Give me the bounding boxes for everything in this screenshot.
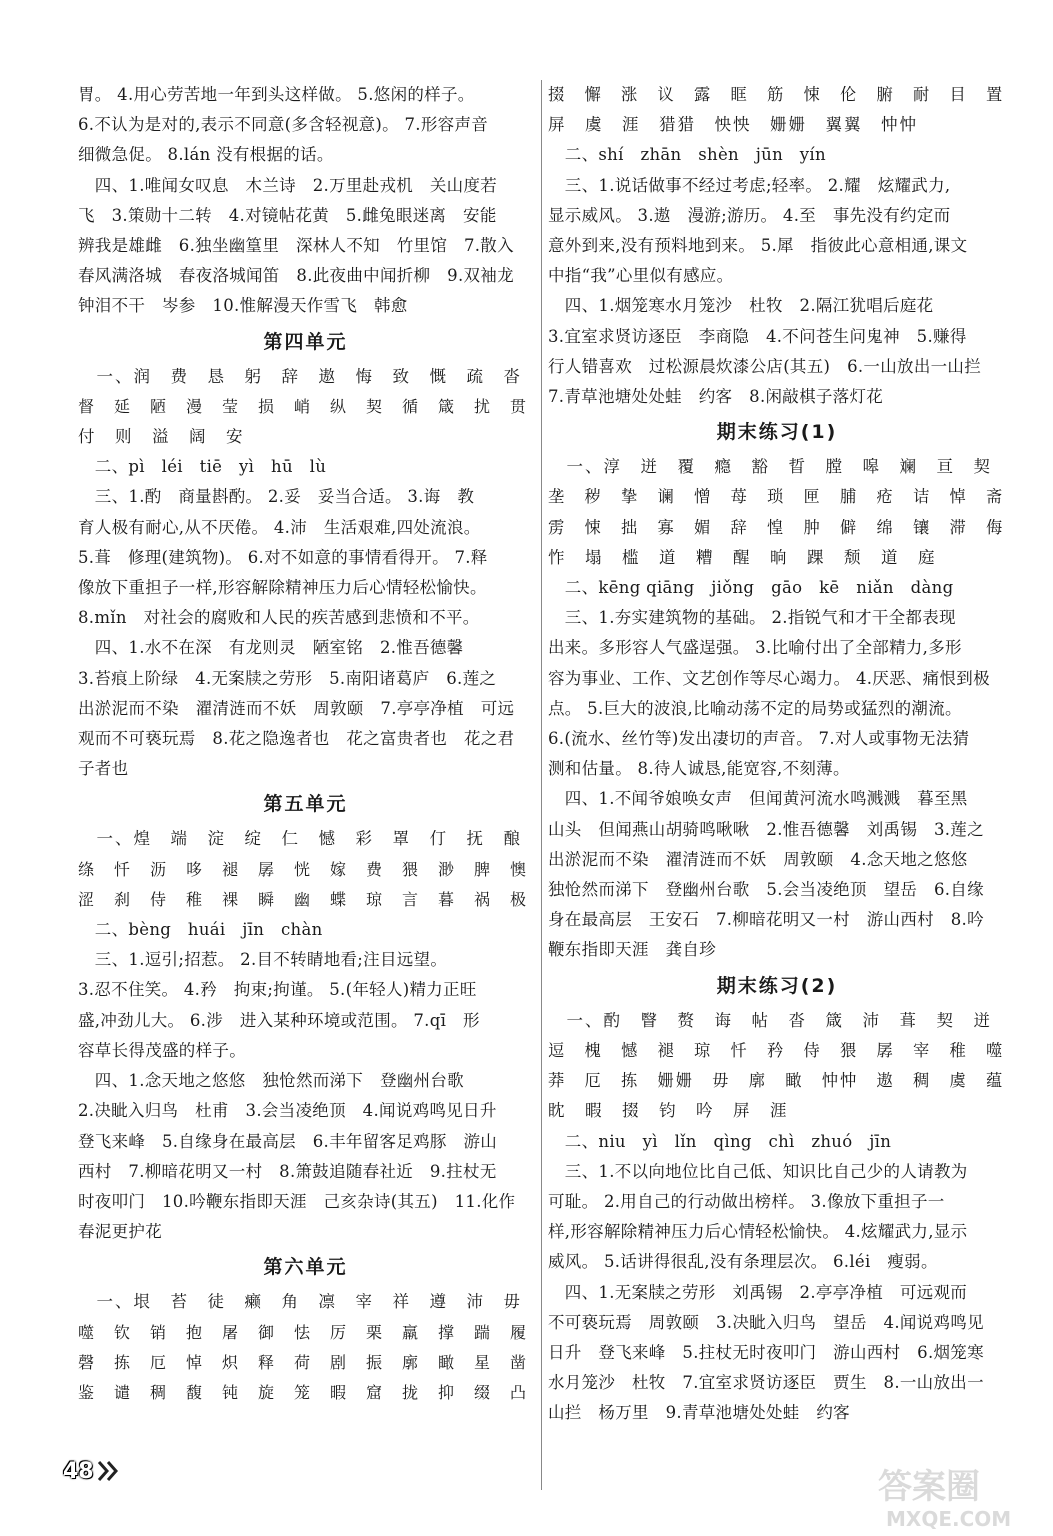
right-column [548,80,1006,1429]
answer-line: 身在最高层 王安石 7.柳暗花明又一村 游山西村 8.吟 [548,910,984,930]
answer-character-row: 一、润 费 恳 躬 辞 遨 悔 致 慨 疏 沓 [78,366,522,386]
section-heading: 期末练习(2) [716,974,838,997]
answer-line: 山头 但闻燕山胡骑鸣啾啾 2.惟吾德馨 刘禹锡 3.莲之 [548,819,984,839]
answer-line: 5.葺 修理(建筑物)。 6.对不如意的事情看得开。 7.释 [78,547,488,567]
answer-line: 三、1.酌 商量斟酌。 2.妥 妥当合适。 3.诲 教 [78,487,475,507]
answer-line: 7.青草池塘处处蛙 约客 8.闲敲棋子落灯花 [548,387,884,407]
answer-line: 意外到来,没有预料地到来。 5.犀 指彼此心意相通,课文 [548,236,968,256]
answer-line: 像放下重担子一样,形容解除精神压力后心情轻松愉快。 [78,578,487,598]
answer-character-row: 绦 忏 沥 哆 褪 孱 恍 嫁 费 猥 渺 脾 懊 [78,859,529,879]
answer-line: 育人极有耐心,从不厌倦。 4.沛 生活艰难,四处流浪。 [78,517,481,537]
left-column [78,80,533,1408]
answer-line: 三、1.夯实建筑物的基础。 2.指锐气和才干全都表现 [548,608,956,628]
answer-line: 威风。 5.话讲得很乱,没有条理层次。 6.léi 瘦弱。 [548,1252,938,1272]
answer-line: 山拦 杨万里 9.青草池塘处处蛙 约客 [548,1403,850,1423]
answer-line: 细微急促。 8.lán 没有根据的话。 [78,145,334,165]
answer-character-row: 督 延 陋 漫 莹 损 峭 纵 契 循 箴 扰 贯 [78,396,529,416]
section-heading: 期末练习(1) [716,421,838,444]
answer-character-row: 垄 秽 挚 谰 憎 苺 琐 匣 脯 疮 诘 悼 斋 [548,487,1005,507]
answer-line: 盛,冲劲儿大。 6.涉 进入某种环境或范围。 7.qī 形 [78,1010,480,1030]
answer-line: 3.苔痕上阶绿 4.无案牍之劳形 5.南阳诸葛庐 6.莲之 [78,668,497,688]
answer-line: 四、1.不闻爷娘唤女声 但闻黄河流水鸣溅溅 暮至黑 [548,789,968,809]
answer-line: 登飞来峰 5.自缘身在最高层 6.丰年留客足鸡豚 游山 [78,1131,498,1151]
answer-character-row: 一、酌 瞖 赘 诲 帖 沓 箴 沛 葺 契 迸 [548,1010,992,1030]
answer-line: 二、shí zhān shèn jūn yín [548,145,826,165]
answer-line: 3.宜室求贤访逐臣 李商隐 4.不问苍生问鬼神 5.赚得 [548,326,967,346]
answer-line: 二、kēng qiāng jiǒng gāo kē niǎn dàng [548,578,954,598]
answer-character-row: 鉴 谴 稠 馥 钝 旋 笼 暇 窟 拢 抑 缀 凸 [78,1382,529,1402]
answer-line: 三、1.不以向地位比自己低、知识比自己少的人请教为 [548,1161,968,1181]
section-heading: 第六单元 [263,1256,348,1279]
answer-character-row: 一、淳 迸 覆 瘾 豁 晢 膛 嗥 斓 亘 契 [548,457,992,477]
answer-line: 春泥更护花 [78,1222,162,1242]
answer-line: 四、1.唯闻女叹息 木兰诗 2.万里赴戎机 关山度若 [78,175,498,195]
answer-line: 测和估量。 8.待人诚恳,能宽容,不刻薄。 [548,759,850,779]
answer-line: 可耻。 2.用自己的行动做出榜样。 3.像放下重担子一 [548,1191,945,1211]
answer-character-row: 涩 刹 侍 稚 裸 瞬 幽 蝶 琼 言 暮 祸 极 [78,889,529,909]
answer-line: 容草长得茂盛的样子。 [78,1040,246,1060]
answer-line: 不可亵玩焉 周敦颐 3.决眦入归鸟 望岳 4.闻说鸡鸣见 [548,1312,984,1332]
answer-line: 中指“我”心里似有感应。 [548,266,734,286]
watermark-text: 答案圈 [878,1467,980,1507]
answer-line: 样,形容解除精神压力后心情轻松愉快。 4.炫耀武力,显示 [548,1222,968,1242]
double-chevron-icon [96,1460,120,1482]
watermark-logo [872,1462,1032,1532]
answer-line: 胃。 4.用心劳苦地一年到头这样做。 5.悠闲的样子。 [78,85,475,104]
answer-line: 四、1.烟笼寒水月笼沙 杜牧 2.隔江犹唱后庭花 [548,296,934,316]
answer-line: 四、1.水不在深 有龙则灵 陋室铭 2.惟吾德馨 [78,638,464,658]
answer-character-row: 眈 暇 掇 钧 吟 屏 涯 [548,1101,789,1121]
answer-line: 点。 5.巨大的波浪,比喻动荡不定的局势或猛烈的潮流。 [548,698,962,718]
answer-line: 出淤泥而不染 濯清涟而不妖 周敦颐 7.亭亭净植 可远 [78,698,515,718]
answer-line: 容为事业、工作、文艺创作等尽心竭力。 4.厌恶、痛恨到极 [548,668,990,688]
answer-character-row: 噬 钦 销 抱 屠 御 怯 厉 栗 羸 撑 踹 履 [78,1322,529,1342]
answer-character-row: 一、煌 端 淀 绽 仁 憾 彩 罩 仃 抚 酿 [78,829,522,849]
section-heading: 第五单元 [263,793,348,816]
page-number [63,1456,127,1486]
answer-line: 二、pì léi tiē yì hū lù [78,457,327,477]
answer-line: 三、1.说话做事不经过考虑;轻率。 2.耀 炫耀武力, [548,175,951,195]
answer-character-row: 怍 塌 槛 道 糟 醒 晌 踝 颓 道 庭 [548,547,937,567]
answer-line: 8.mǐn 对社会的腐败和人民的疾苦感到悲愤和不平。 [78,608,480,628]
answer-line: 出来。多形容人气盛逞强。 3.比喻付出了全部精力,多形 [548,638,962,658]
answer-line: 行人错喜欢 过松源晨炊漆公店(其五) 6.一山放出一山拦 [548,356,982,376]
answer-line: 2.决眦入归鸟 杜甫 3.会当凌绝顶 4.闻说鸡鸣见日升 [78,1101,497,1121]
answer-line: 三、1.逗引;招惹。 2.目不转睛地看;注目远望。 [78,950,448,970]
answer-line: 二、niu yì lǐn qìng chì zhuó jīn [548,1131,892,1151]
answer-line: 鞭东指即天涯 龚自珍 [548,940,716,960]
answer-character-row: 掇 懈 涨 议 露 眶 筋 悚 伦 腑 耐 目 置 [548,85,1005,104]
answer-line: 水月笼沙 杜牧 7.宜室求贤访逐臣 贾生 8.一山放出一 [548,1373,984,1393]
answer-character-row: 逗 槐 憾 褪 琼 忏 矜 侍 猥 孱 宰 稚 噬 [548,1040,1005,1060]
answer-line: 西村 7.柳暗花明又一村 8.箫鼓追随春社近 9.拄杖无 [78,1161,497,1181]
answer-line: 子者也 [78,759,129,779]
answer-line: 时夜叩门 10.吟鞭东指即天涯 己亥杂诗(其五) 11.化作 [78,1191,516,1211]
answer-line: 钟泪不干 岑参 10.惟解漫天作雪飞 韩愈 [78,296,408,316]
answer-line: 四、1.无案牍之劳形 刘禹锡 2.亭亭净植 可远观而 [548,1282,968,1302]
answer-line: 3.忍不住笑。 4.矜 拘束;拘谨。 5.(年轻人)精力正旺 [78,980,477,1000]
answer-character-row: 屏 虞 涯 猎猎 怏怏 姗姗 翼翼 忡忡 [548,115,918,135]
column-divider [541,80,542,1490]
answer-line: 日升 登飞来峰 5.拄杖无时夜叩门 游山西村 6.烟笼寒 [548,1342,984,1362]
answer-character-row: 付 则 溢 阔 安 [78,427,245,447]
page-number-value: 48 [63,1458,94,1484]
answer-line: 独怆然而涕下 登幽州台歌 5.会当凌绝顶 望岳 6.自缘 [548,880,984,900]
answer-line: 观而不可亵玩焉 8.花之隐逸者也 花之富贵者也 花之君 [78,729,515,749]
section-heading: 第四单元 [263,330,348,353]
answer-line: 辨我是雄雌 6.独坐幽篁里 深林人不知 竹里馆 7.散入 [78,236,514,256]
answer-line: 四、1.念天地之悠悠 独怆然而涕下 登幽州台歌 [78,1071,464,1091]
answer-line: 出淤泥而不染 濯清涟而不妖 周敦颐 4.念天地之悠悠 [548,849,968,869]
answer-line: 飞 3.策勋十二转 4.对镜帖花黄 5.雌兔眼迷离 安能 [78,205,497,225]
watermark-url: MXQE.COM [886,1507,1012,1531]
answer-line: 二、bèng huái jīn chàn [78,920,323,940]
answer-character-row: 莽 厄 拣 姗姗 毋 廓 瞰 忡忡 遨 稠 虞 蕴 [548,1071,1005,1091]
answer-character-row: 一、垠 苔 徒 癞 角 凛 宰 祥 遵 沛 毋 [78,1292,522,1312]
answer-line: 春风满洛城 春夜洛城闻笛 8.此夜曲中闻折柳 9.双袖龙 [78,266,514,286]
answer-line: 6.(流水、丝竹等)发出凄切的声音。 7.对人或事物无法猜 [548,729,970,749]
answer-line: 显示威风。 3.遨 漫游;游历。 4.至 事先没有约定而 [548,205,951,225]
answer-line: 6.不认为是对的,表示不同意(多含轻视意)。 7.形容声音 [78,115,489,135]
answer-character-row: 磬 拣 厄 悼 炽 释 荷 剧 振 廓 瞰 星 凿 [78,1352,529,1372]
answer-character-row: 雳 悚 拙 寡 媚 辞 惶 肿 僻 绵 镶 滞 侮 [548,517,1005,537]
